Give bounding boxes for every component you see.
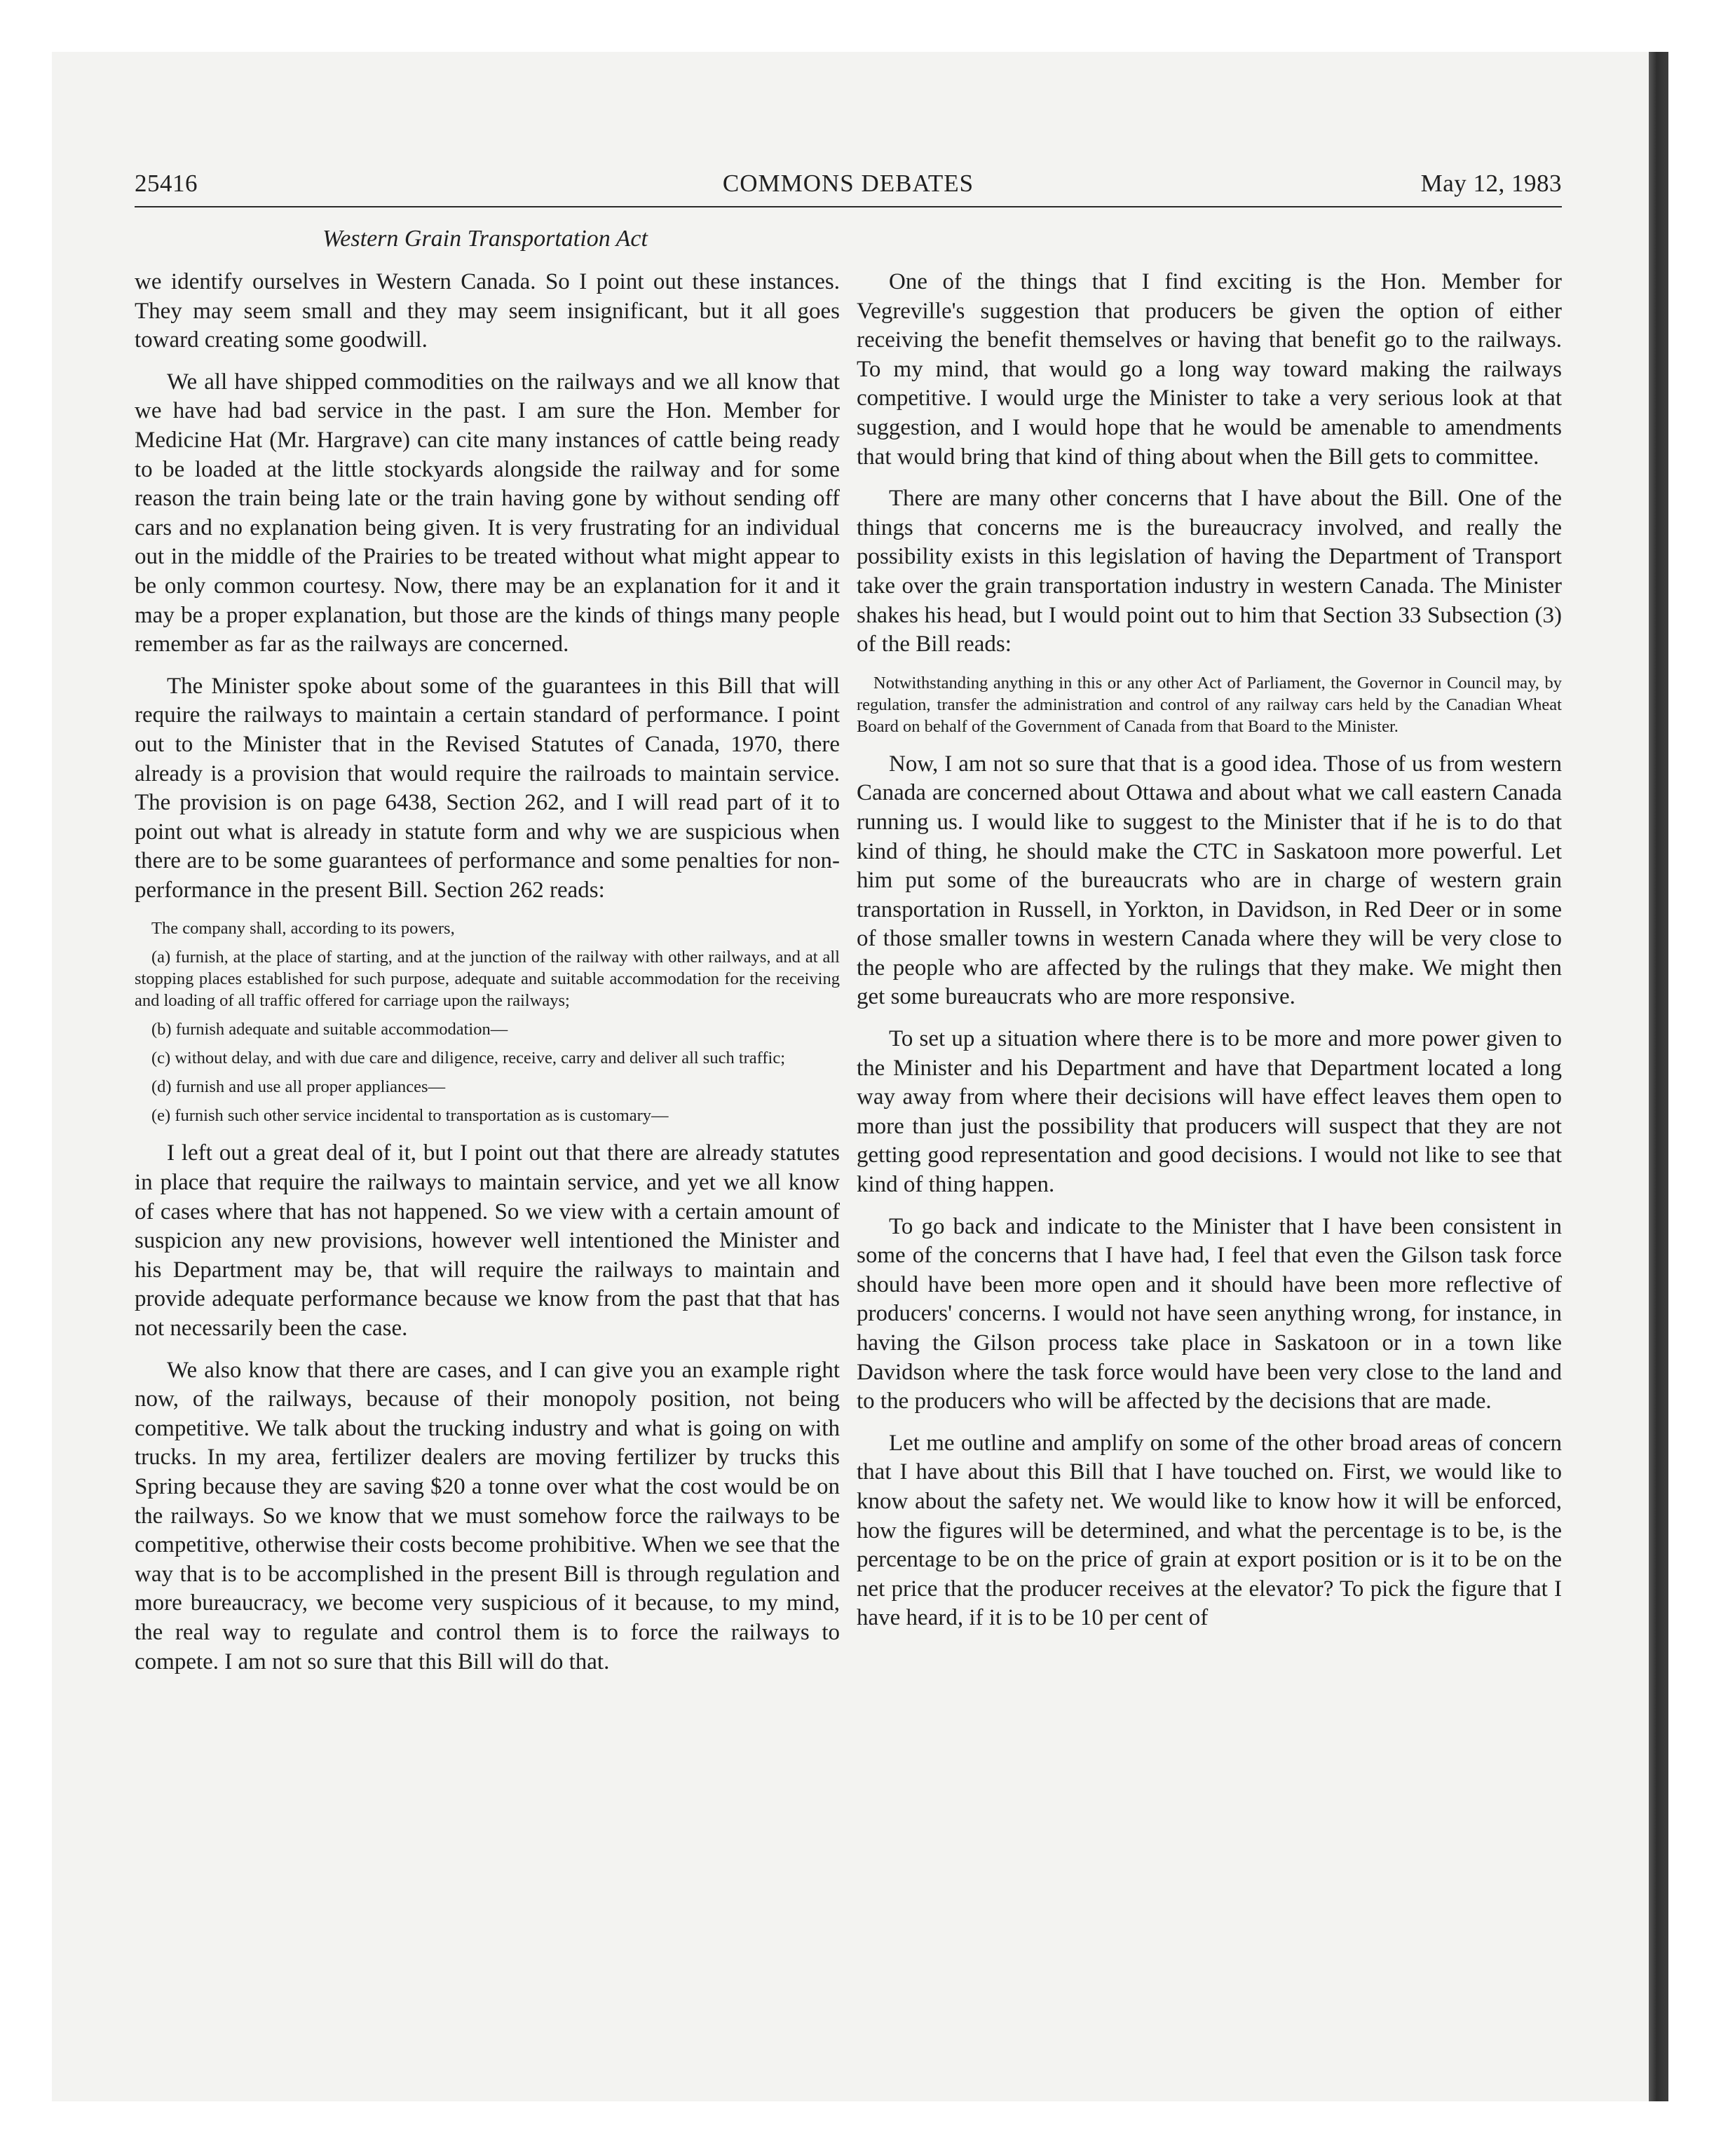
- publication-title: COMMONS DEBATES: [722, 170, 974, 197]
- page-date: May 12, 1983: [1420, 170, 1562, 197]
- paragraph: We also know that there are cases, and I can give you an example right now, of the railways, because of their monopoly position, not being competitive. We talk about the trucking industry and what is going on with trucks. In my area, fertilizer dealers are moving fertilizer by trucks this Spring because they are saving $20 a tonne over what the cost would be on the railways. So we know that we must somehow force the railways to be competitive, otherwise their costs become prohibitive. When we see that the way that is to be accomplished in the present Bill is through regulation and more bureaucracy, we become very suspicious of it because, to my mind, the real way to regulate and control them is to force the railways to compete. I am not so sure that this Bill will do that.: [135, 1357, 840, 1674]
- paragraph: Now, I am not so sure that that is a good idea. Those of us from western Canada are concerned about Ottawa and about what we call eastern Canada running us. I would like to suggest to the Minister that if he is to do that kind of thing, he should make the CTC in Saskatoon more powerful. Let him put some of the bureaucrats who are in charge of western grain transportation in Russell, in Yorkton, in Davidson, in Red Deer or in some of those smaller towns in western Canada where they will be very close to the people who are affected by the rulings that they make. We might then get some bureaucrats who are more responsive.: [857, 751, 1562, 1010]
- right-column: [857, 268, 1562, 1646]
- paragraph: We all have shipped commodities on the railways and we all know that we have had bad service in the past. I am sure the Hon. Member for Medicine Hat (Mr. Hargrave) can cite many instances of cattle being ready to be loaded at the little stockyards alongside the railway and for some reason the train being late or the train having gone by without sending off cars and no explanation being given. It is very frustrating for an individual out in the middle of the Prairies to be treated without what might appear to be only common courtesy. Now, there may be an explanation for it and it may be a proper explanation, but those are the kinds of things many people remember as far as the railways are concerned.: [135, 369, 840, 657]
- quote-text: Notwithstanding anything in this or any other Act of Parliament, the Governor in Council may, by regulation, transfer the administration and control of any railway cars held by the Canadian Wheat Board on behalf of the Government of Canada from that Board to the Minister.: [857, 673, 1562, 736]
- page-number: 25416: [135, 170, 198, 197]
- running-head: [135, 170, 1562, 203]
- statute-quote: [135, 917, 840, 1126]
- paragraph: To set up a situation where there is to be more and more power given to the Minister and his Department and have that Department located a long way away from where their decisions will have effect leaves them open to more than just the possibility that producers will suspect that they are not getting good representation and good decisions. I would not like to see that kind of thing happen.: [857, 1026, 1562, 1198]
- quote-clause-a: (a) furnish, at the place of starting, and at the junction of the railway with other railways, and at all stopping places established for such purpose, adequate and suitable accommodation for the receiving and loading of all traffic offered for carriage upon the railways;: [135, 948, 840, 1011]
- quote-clause-d: (d) furnish and use all proper appliances—: [151, 1077, 446, 1097]
- paragraph: Let me outline and amplify on some of the other broad areas of concern that I have about this Bill that I have touched on. First, we would like to know about the safety net. We would like to know how it will be enforced, how the figures will be determined, and what the percentage is to be, is the percentage to be on the price of grain at export position or is it to be on the net price that the producer receives at the elevator? To pick the figure that I have heard, if it is to be 10 per cent of: [857, 1430, 1562, 1631]
- paragraph: There are many other concerns that I have about the Bill. One of the things that concerns me is the bureaucracy involved, and really the possibility exists in this legislation of having the Department of Transport take over the grain transportation industry in western Canada. The Minister shakes his head, but I would point out to him that Section 33 Subsection (3) of the Bill reads:: [857, 486, 1562, 657]
- bill-quote: [857, 672, 1562, 737]
- book-spine-shadow: [1649, 52, 1668, 2101]
- section-title: Western Grain Transportation Act: [322, 226, 648, 252]
- left-column: [135, 268, 840, 1689]
- quote-clause-e: (e) furnish such other service incidental to transportation as is customary—: [151, 1106, 669, 1126]
- paragraph: One of the things that I find exciting is the Hon. Member for Vegreville's suggestion that producers be given the option of either receiving the benefit themselves or having that benefit go to the railways. To my mind, that would go a long way toward making the railways competitive. I would urge the Minister to take a very serious look at that suggestion, and I would hope that he would be amenable to amendments that would bring that kind of thing about when the Bill gets to committee.: [857, 269, 1562, 470]
- quote-clause-c: (c) without delay, and with due care and diligence, receive, carry and deliver all such traffic;: [151, 1049, 786, 1068]
- paragraph: To go back and indicate to the Minister that I have been consistent in some of the concerns that I have had, I feel that even the Gilson task force should have been more open and it should have been more reflective of producers' concerns. I would not have seen anything wrong, for instance, in having the Gilson process take place in Saskatoon or in a town like Davidson where the task force would have been very close to the land and to the producers who will be affected by the decisions that are made.: [857, 1213, 1562, 1414]
- quote-clause-b: (b) furnish adequate and suitable accommodation—: [151, 1020, 508, 1039]
- paragraph: The Minister spoke about some of the guarantees in this Bill that will require the railways to maintain a certain standard of performance. I point out to the Minister that in the Revised Statutes of Canada, 1970, there already is a provision that would require the railroads to maintain service. The provision is on page 6438, Section 262, and I will read part of it to point out what is already in statute form and why we are suspicious when there are to be some guarantees of performance and some penalties for non-performance in the present Bill. Section 262 reads:: [135, 673, 840, 903]
- paragraph: I left out a great deal of it, but I point out that there are already statutes in place that require the railways to maintain service, and yet we all know of cases where that has not happened. So we view with a certain amount of suspicion any new provisions, however well intentioned the Minister and his Department may be, that will require the railways to maintain and provide adequate performance because we know from the past that that has not necessarily been the case.: [135, 1140, 840, 1342]
- quote-intro: The company shall, according to its powers,: [151, 919, 455, 939]
- paragraph: we identify ourselves in Western Canada. So I point out these instances. They may seem small and they may seem insignificant, but it all goes toward creating some goodwill.: [135, 269, 840, 353]
- header-rule: [135, 206, 1562, 207]
